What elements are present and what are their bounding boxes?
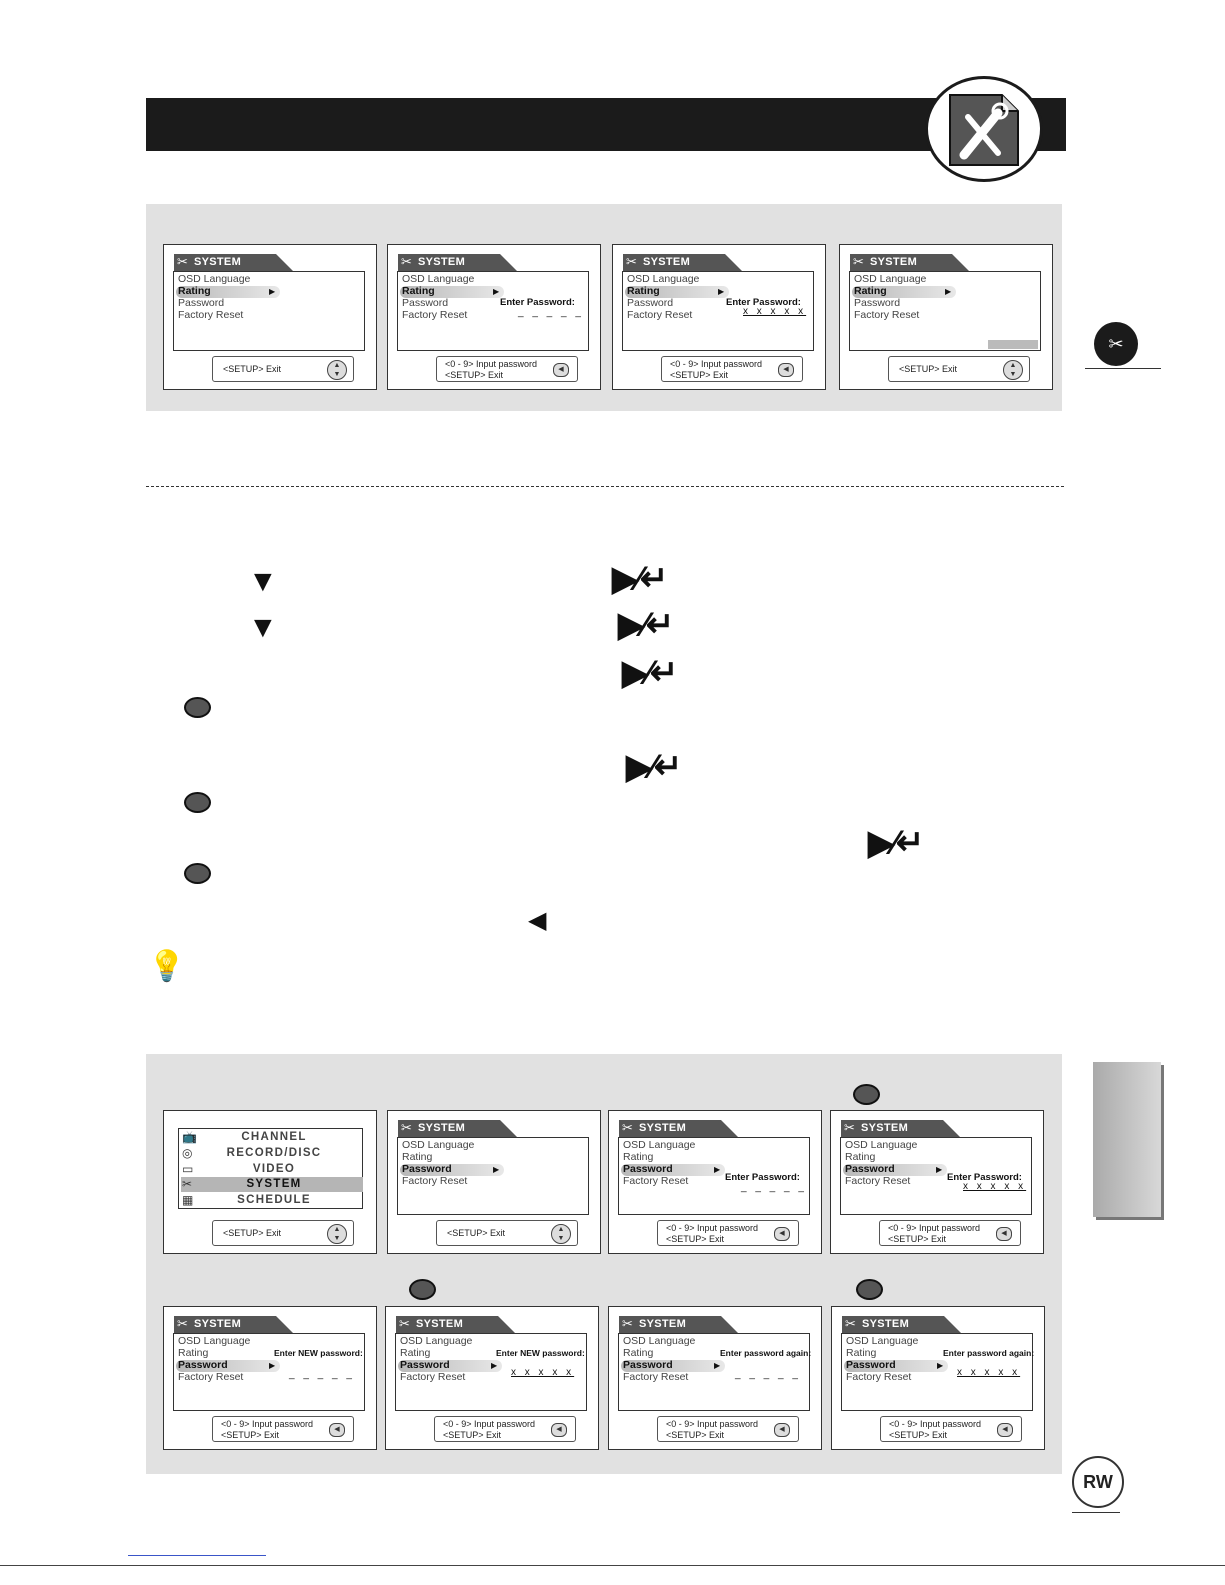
tab-label: SYSTEM <box>862 1318 910 1330</box>
osd-screen <box>387 244 601 390</box>
footer-text: <SETUP> Exit <box>888 1234 947 1244</box>
footer-text: <SETUP> Exit <box>447 1228 506 1238</box>
menu-item: OSD Language <box>400 1335 473 1347</box>
menu-item: Password <box>178 1359 228 1371</box>
footer-box <box>212 1220 354 1246</box>
footer-text: <SETUP> Exit <box>899 364 958 374</box>
menu-item: Password <box>400 1359 450 1371</box>
menu-item: Rating <box>402 285 435 297</box>
main-menu-item: VIDEO <box>252 1163 296 1175</box>
menu-item: OSD Language <box>402 1139 475 1151</box>
tab-label: SYSTEM <box>639 1122 687 1134</box>
footer-box <box>212 356 354 382</box>
password-blanks: _ _ _ _ _ <box>518 307 584 318</box>
step-marker <box>184 792 211 813</box>
menu-item: Rating <box>623 1347 654 1359</box>
wrench-screwdriver-icon: ✂ <box>399 1316 410 1331</box>
step-marker <box>856 1279 883 1300</box>
menu-item: Rating <box>178 1347 209 1359</box>
osd-screen <box>831 1306 1045 1450</box>
password-blanks: _ _ _ _ _ <box>741 1182 807 1193</box>
wrench-screwdriver-icon: ✂ <box>844 1120 855 1135</box>
wrench-screwdriver-icon: ✂ <box>626 254 637 269</box>
footer-text: <SETUP> Exit <box>223 1228 282 1238</box>
tab-label: SYSTEM <box>861 1122 909 1134</box>
footer-line <box>0 1565 1225 1566</box>
osd-screen <box>608 1110 822 1254</box>
tab-label: SYSTEM <box>870 256 918 268</box>
lightbulb-icon: 💡 <box>148 950 186 983</box>
footer-box <box>879 1220 1021 1246</box>
play-arrow-icon: ▶ <box>491 1361 498 1370</box>
main-menu-item: SYSTEM <box>246 1178 302 1190</box>
main-menu-item: SCHEDULE <box>237 1194 311 1206</box>
tab-label: SYSTEM <box>194 256 242 268</box>
play-enter-icon: ▶⁄↵ <box>626 748 681 786</box>
play-arrow-icon: ▶ <box>269 287 276 296</box>
menu-box <box>395 1333 587 1411</box>
left-triangle-icon: ◀ <box>528 907 547 934</box>
nav-arrows-icon: ▲ ▼ <box>551 1224 571 1244</box>
menu-item: Factory Reset <box>627 309 693 321</box>
down-triangle-icon: ▼ <box>248 611 278 644</box>
osd-screen <box>163 1306 377 1450</box>
menu-item: OSD Language <box>623 1335 696 1347</box>
nav-arrows-icon: ▲ ▼ <box>1003 360 1023 380</box>
back-icon: ◀ <box>778 363 794 377</box>
menu-item: OSD Language <box>178 1335 251 1347</box>
footer-text: <SETUP> Exit <box>670 370 729 380</box>
footer-text: <SETUP> Exit <box>889 1430 948 1440</box>
footer-box <box>657 1416 799 1442</box>
password-prompt: Enter password again: <box>720 1348 812 1358</box>
footer-box <box>434 1416 576 1442</box>
footer-text: <SETUP> Exit <box>666 1234 725 1244</box>
osd-screen <box>830 1110 1044 1254</box>
tab-label: SYSTEM <box>416 1318 464 1330</box>
wrench-screwdriver-icon: ✂ <box>622 1316 633 1331</box>
menu-item: Factory Reset <box>845 1175 911 1187</box>
menu-item: Password <box>402 1163 452 1175</box>
menu-item: Rating <box>627 285 660 297</box>
footer-box <box>657 1220 799 1246</box>
play-arrow-icon: ▶ <box>493 287 500 296</box>
menu-item: OSD Language <box>178 273 251 285</box>
menu-item: Factory Reset <box>402 309 468 321</box>
back-icon: ◀ <box>553 363 569 377</box>
footer-text: <0 - 9> Input password <box>221 1419 314 1429</box>
password-masked: x x x x x <box>743 306 807 317</box>
step-marker <box>409 1279 436 1300</box>
menu-item: Rating <box>402 1151 433 1163</box>
menu-item: Factory Reset <box>402 1175 468 1187</box>
calendar-icon: ▦ <box>182 1193 194 1207</box>
menu-box <box>618 1137 810 1215</box>
password-masked: x x x x x <box>957 1367 1021 1378</box>
menu-item: Factory Reset <box>623 1371 689 1383</box>
menu-item: Rating <box>178 285 211 297</box>
back-icon: ◀ <box>997 1423 1013 1437</box>
menu-item: Rating <box>854 285 887 297</box>
play-arrow-icon: ▶ <box>714 1165 721 1174</box>
play-arrow-icon: ▶ <box>269 1361 276 1370</box>
menu-item: Rating <box>845 1151 876 1163</box>
step-marker <box>184 697 211 718</box>
back-icon: ◀ <box>551 1423 567 1437</box>
menu-item: OSD Language <box>854 273 927 285</box>
wrench-screwdriver-icon: ✂ <box>622 1120 633 1135</box>
tab-label: SYSTEM <box>418 256 466 268</box>
menu-box <box>841 1333 1033 1411</box>
osd-screen <box>839 244 1053 390</box>
tv-icon: 📺 <box>182 1130 197 1144</box>
footer-text: <0 - 9> Input password <box>443 1419 536 1429</box>
menu-box <box>173 1333 365 1411</box>
tab-label: SYSTEM <box>418 1122 466 1134</box>
tab-label: SYSTEM <box>643 256 691 268</box>
back-icon: ◀ <box>774 1227 790 1241</box>
menu-box <box>622 271 814 351</box>
play-arrow-icon: ▶ <box>937 1361 944 1370</box>
tab-label: SYSTEM <box>639 1318 687 1330</box>
divider <box>146 486 1064 487</box>
wrench-screwdriver-icon: ✂ <box>1094 322 1138 366</box>
osd-screen <box>385 1306 599 1450</box>
main-menu-item: RECORD/DISC <box>226 1147 322 1159</box>
osd-screen <box>612 244 826 390</box>
footer-text: <0 - 9> Input password <box>445 359 538 369</box>
menu-item: Password <box>623 1163 673 1175</box>
back-icon: ◀ <box>774 1423 790 1437</box>
footer-text: <0 - 9> Input password <box>666 1419 759 1429</box>
camera-icon: ▭ <box>182 1162 194 1176</box>
password-prompt: Enter Password: <box>947 1172 1022 1183</box>
wrench-screwdriver-icon <box>925 76 1043 182</box>
play-arrow-icon: ▶ <box>493 1165 500 1174</box>
menu-item: Rating <box>846 1347 877 1359</box>
divider <box>1085 368 1161 369</box>
footer-text: <0 - 9> Input password <box>666 1223 759 1233</box>
password-prompt: Enter NEW password: <box>496 1348 585 1358</box>
footer-box <box>888 356 1030 382</box>
footer-text: <0 - 9> Input password <box>889 1419 982 1429</box>
wrench-screwdriver-icon: ✂ <box>401 1120 412 1135</box>
password-masked: x x x x x <box>511 1367 575 1378</box>
menu-item: Factory Reset <box>178 309 244 321</box>
footer-text: <SETUP> Exit <box>221 1430 280 1440</box>
footer-text: <SETUP> Exit <box>443 1430 502 1440</box>
menu-item: Password <box>627 297 674 309</box>
wrench-screwdriver-icon: ✂ <box>177 1316 188 1331</box>
menu-item: Password <box>846 1359 896 1371</box>
play-arrow-icon: ▶ <box>714 1361 721 1370</box>
menu-item: OSD Language <box>845 1139 918 1151</box>
menu-item: Password <box>845 1163 895 1175</box>
play-arrow-icon: ▶ <box>718 287 725 296</box>
side-tab <box>1093 1062 1161 1217</box>
wrench-screwdriver-icon: ✂ <box>182 1177 193 1191</box>
menu-box <box>173 271 365 351</box>
play-enter-icon: ▶⁄↵ <box>618 606 673 644</box>
password-prompt: Enter password again: <box>943 1348 1035 1358</box>
main-menu-item: CHANNEL <box>241 1131 307 1143</box>
password-prompt: Enter Password: <box>726 297 801 308</box>
footer-link-line <box>128 1555 266 1556</box>
step-marker <box>853 1084 880 1105</box>
menu-item: OSD Language <box>623 1139 696 1151</box>
footer-box <box>880 1416 1022 1442</box>
nav-arrows-icon: ▲ ▼ <box>327 1224 347 1244</box>
password-prompt: Enter Password: <box>725 1172 800 1183</box>
play-arrow-icon: ▶ <box>945 287 952 296</box>
menu-item: Factory Reset <box>400 1371 466 1383</box>
play-enter-icon: ▶⁄↵ <box>622 654 677 692</box>
dvd-rw-logo: RW <box>1072 1456 1124 1508</box>
footer-box <box>212 1416 354 1442</box>
back-icon: ◀ <box>329 1423 345 1437</box>
main-menu-screen <box>163 1110 377 1254</box>
password-blanks: _ _ _ _ _ <box>289 1369 355 1380</box>
menu-item: Factory Reset <box>846 1371 912 1383</box>
menu-box <box>397 1137 589 1215</box>
divider <box>1072 1512 1120 1513</box>
menu-item: Password <box>623 1359 673 1371</box>
play-enter-icon: ▶⁄↵ <box>612 560 667 598</box>
menu-box <box>840 1137 1032 1215</box>
menu-item: OSD Language <box>846 1335 919 1347</box>
menu-item: Factory Reset <box>623 1175 689 1187</box>
osd-screen <box>163 244 377 390</box>
footer-text: <SETUP> Exit <box>223 364 282 374</box>
disc-icon: ◎ <box>182 1146 193 1160</box>
footer-text: <SETUP> Exit <box>445 370 504 380</box>
password-blanks: _ _ _ _ _ <box>735 1369 801 1380</box>
menu-box <box>618 1333 810 1411</box>
menu-box <box>849 271 1041 351</box>
password-prompt: Enter NEW password: <box>274 1348 363 1358</box>
footer-box <box>436 356 578 382</box>
wrench-screwdriver-icon: ✂ <box>853 254 864 269</box>
tab-label: SYSTEM <box>194 1318 242 1330</box>
footer-box <box>661 356 803 382</box>
nav-arrows-icon: ▲ ▼ <box>327 360 347 380</box>
footer-text: <SETUP> Exit <box>666 1430 725 1440</box>
menu-item: Password <box>854 297 901 309</box>
menu-box <box>397 271 589 351</box>
menu-item: Factory Reset <box>854 309 920 321</box>
password-masked: x x x x x <box>963 1181 1027 1192</box>
menu-item: Rating <box>400 1347 431 1359</box>
down-triangle-icon: ▼ <box>248 565 278 598</box>
play-arrow-icon: ▶ <box>936 1165 943 1174</box>
wrench-screwdriver-icon: ✂ <box>845 1316 856 1331</box>
footer-text: <0 - 9> Input password <box>670 359 763 369</box>
footer-text: <0 - 9> Input password <box>888 1223 981 1233</box>
menu-item: Password <box>402 297 449 309</box>
status-block <box>988 340 1038 349</box>
menu-item: OSD Language <box>627 273 700 285</box>
step-marker <box>184 863 211 884</box>
osd-screen <box>608 1306 822 1450</box>
footer-box <box>436 1220 578 1246</box>
password-prompt: Enter Password: <box>500 297 575 308</box>
play-enter-icon: ▶⁄↵ <box>868 824 923 862</box>
menu-item: OSD Language <box>402 273 475 285</box>
wrench-screwdriver-icon: ✂ <box>401 254 412 269</box>
wrench-screwdriver-icon: ✂ <box>177 254 188 269</box>
menu-item: Rating <box>623 1151 654 1163</box>
menu-item: Factory Reset <box>178 1371 244 1383</box>
back-icon: ◀ <box>996 1227 1012 1241</box>
osd-screen <box>387 1110 601 1254</box>
menu-item: Password <box>178 297 225 309</box>
